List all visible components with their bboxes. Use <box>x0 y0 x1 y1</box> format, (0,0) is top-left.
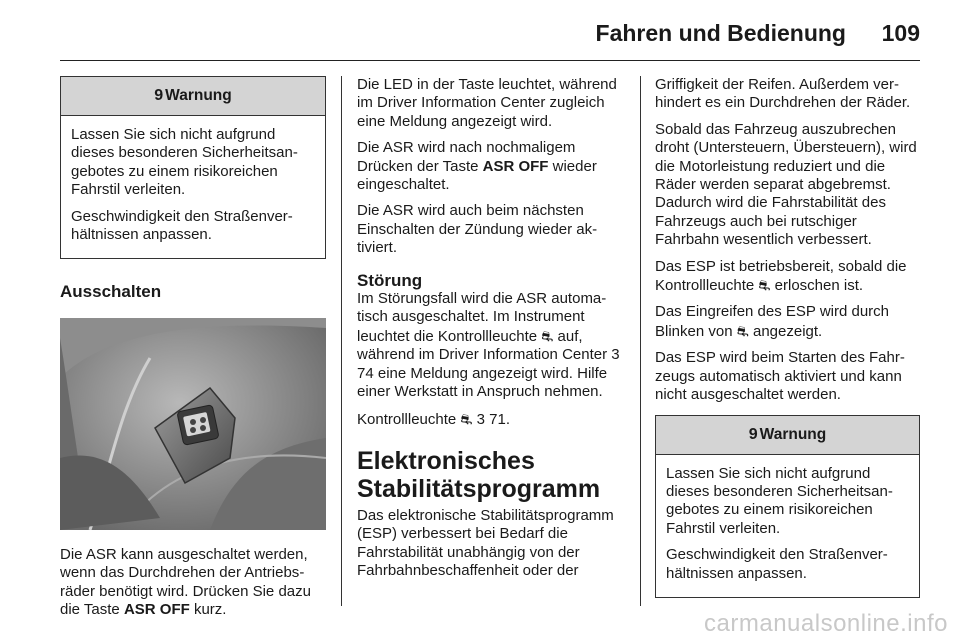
header-title: Fahren und Bedienung <box>595 20 846 46</box>
col3-para-2: Sobald das Fahrzeug auszubrechen droht (Untersteuern, Übersteuern), wird die Motorleistung reduziert und die Räder werden separat abgebremst. Dadurch wird die Fahrstabilität des Fahrzeugs auch bei rutschiger Fahrbahn wesentlich verbessert. <box>655 120 917 249</box>
control-lamp-icon: ⛐ <box>736 322 749 339</box>
text-run: auf, während im Driver Information Center <box>357 327 612 364</box>
asr-button-photo <box>60 318 326 530</box>
watermark: carmanualsonline.info <box>704 610 948 637</box>
warning-box-2 <box>655 415 920 598</box>
section-heading-stoerung: Störung <box>357 270 423 290</box>
column-3 <box>655 76 920 598</box>
warning-label: Warnung <box>759 425 827 443</box>
text-run: Im Störungsfall wird die ASR automatisch ausgeschaltet. Im Instrument leuchtet die Kontrollleuchte <box>357 290 607 345</box>
col3-para-3 <box>655 258 920 296</box>
text-run: Kontrollleuchte <box>357 410 461 428</box>
warning-body <box>61 116 325 258</box>
col2-para-4 <box>357 290 625 401</box>
section-heading-ausschalten: Ausschalten <box>60 282 162 302</box>
col3-para-4 <box>655 303 920 341</box>
warning-box-1 <box>60 76 326 259</box>
warning-text-1: Lassen Sie sich nicht aufgrund dieses besonderen Sicherheitsangebotes zu einem risikoreichen Fahrstil verleiten. <box>666 464 893 537</box>
column-divider-2 <box>640 76 641 606</box>
text-run: erloschen ist. <box>770 277 864 295</box>
asr-off-label: ASR OFF <box>123 601 190 619</box>
warning-text-1: Lassen Sie sich nicht aufgrund dieses besonderen Sicherheitsangebotes zu einem risikoreichen Fahrstil verleiten. <box>71 126 298 199</box>
warning-heading <box>61 77 325 116</box>
col2-para-6: Das elektronische Stabilitätsprogramm (ESP) verbessert bei Bedarf die Fahrstabilität unabhängig von der Fahrbahnbeschaffenheit oder der <box>357 506 614 580</box>
warning-text-2: Geschwindigkeit den Straßenverhältnissen anpassen. <box>71 207 293 244</box>
text-run: Die ASR wird nach nochmaligem Drücken der Taste <box>357 139 576 175</box>
warning-text-2: Geschwindigkeit den Straßenverhältnissen anpassen. <box>666 546 888 582</box>
col2-para-1: Die LED in der Taste leuchtet, während im Driver Information Center zugleich eine Meldung angezeigt wird. <box>357 76 617 130</box>
control-lamp-icon: ⛐ <box>460 410 473 427</box>
warning-label: Warnung <box>165 87 232 104</box>
warning-triangle-icon: 9 <box>748 425 758 443</box>
text-run: Das Eingreifen des ESP wird durch Blinken von <box>655 303 890 340</box>
warning-body <box>656 455 919 597</box>
text-run: wieder eingeschaltet. <box>357 157 597 194</box>
section-heading-esp: Elektronisches Stabilitätsprogramm <box>357 446 601 503</box>
asr-button-illustration <box>60 318 326 530</box>
text-run: angezeigt. <box>748 322 823 340</box>
asr-off-label: ASR OFF <box>482 157 549 175</box>
control-lamp-icon: ⛐ <box>541 327 554 344</box>
col3-para-5: Das ESP wird beim Starten des Fahrzeugs automatisch aktiviert und kann nicht ausgeschaltet werden. <box>655 349 905 404</box>
col3-para-1: Griffigkeit der Reifen. Außerdem verhindert es ein Durchdrehen der Räder. <box>655 76 911 112</box>
text-run: Das ESP ist betriebsbereit, sobald die Kontrollleuchte <box>655 257 907 295</box>
column-divider-1 <box>341 76 342 606</box>
page-header <box>60 14 920 61</box>
col2-para-5 <box>357 410 625 429</box>
column-1 <box>60 76 326 627</box>
ausschalten-text <box>60 546 326 620</box>
text-run: kurz. <box>189 601 227 619</box>
warning-heading <box>656 416 919 455</box>
col2-para-3: Die ASR wird auch beim nächsten Einschalten der Zündung wieder aktiviert. <box>357 202 598 257</box>
col2-para-2 <box>357 139 625 194</box>
control-lamp-icon: ⛐ <box>758 277 771 294</box>
warning-triangle-icon: 9 <box>154 87 164 104</box>
page-number: 109 <box>881 20 920 46</box>
column-2 <box>357 76 625 589</box>
text-run: eine Meldung angezeigt wird. Hilfe einer Werkstatt in Anspruch nehmen. <box>357 364 608 401</box>
page-reference: 3 74 <box>357 346 620 382</box>
page-reference: 3 71. <box>476 410 511 428</box>
text-run: Die ASR kann ausgeschaltet werden, wenn das Durchdrehen der Antriebsräder benötigt wird. Drücken Sie dazu die Taste <box>60 545 311 619</box>
